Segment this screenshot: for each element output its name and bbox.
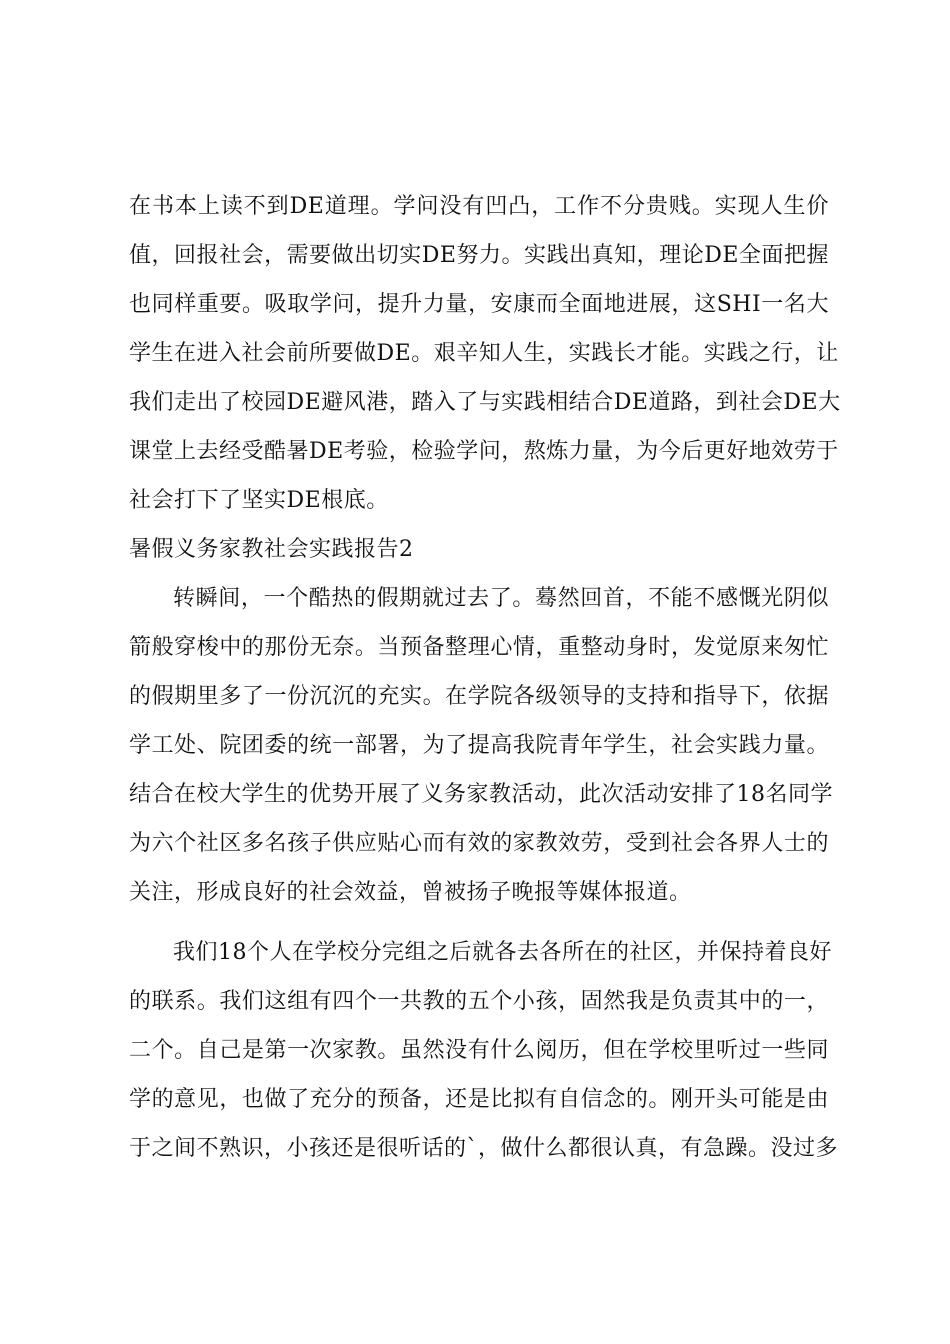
paragraph1-line-6: 课堂上去经受酷暑DE考验，检验学问，熬炼力量，为今后更好地效劳于 (129, 439, 839, 464)
section-heading: 暑假义务家教社会实践报告2 (129, 537, 414, 562)
paragraph2-line-5: 结合在校大学生的优势开展了义务家教活动，此次活动安排了18名同学 (129, 782, 833, 807)
paragraph2-line-7: 关注，形成良好的社会效益，曾被扬子晚报等媒体报道。 (129, 880, 692, 905)
paragraph1-line-3: 也同样重要。吸取学问，提升力量，安康而全面地进展，这SHI一名大 (129, 292, 829, 317)
paragraph2-line-6: 为六个社区多名孩子供应贴心而有效的家教效劳，受到社会各界人士的 (129, 831, 829, 856)
paragraph1-line-1: 在书本上读不到DE道理。学问没有凹凸，工作不分贵贱。实现人生价 (129, 194, 829, 219)
paragraph2-line-2: 箭般穿梭中的那份无奈。当预备整理心情，重整动身时，发觉原来匆忙 (129, 635, 829, 660)
paragraph3-line-4: 学的意见，也做了充分的预备，还是比拟有自信念的。刚开头可能是由 (129, 1087, 829, 1112)
paragraph2-line-3: 的假期里多了一份沉沉的充实。在学院各级领导的支持和指导下，依据 (129, 684, 829, 709)
paragraph3-line-3: 二个。自己是第一次家教。虽然没有什么阅历，但在学校里听过一些同 (129, 1038, 829, 1063)
paragraph1-line-4: 学生在进入社会前所要做DE。艰辛知人生，实践长才能。实践之行，让 (129, 341, 839, 366)
paragraph2-line-1: 转瞬间，一个酷热的假期就过去了。蓦然回首，不能不感慨光阴似 (173, 586, 829, 611)
paragraph1-line-5: 我们走出了校园DE避风港，踏入了与实践相结合DE道路，到社会DE大 (129, 390, 841, 415)
paragraph1-line-7: 社会打下了坚实DE根底。 (129, 488, 389, 513)
paragraph2-line-4: 学工处、院团委的统一部署，为了提高我院青年学生，社会实践力量。 (129, 733, 829, 758)
paragraph3-line-5: 于之间不熟识，小孩还是很听话的`，做什么都很认真，有急躁。没过多 (129, 1136, 839, 1161)
paragraph3-line-1: 我们18个人在学校分完组之后就各去各所在的社区，并保持着良好 (173, 940, 832, 965)
paragraph3-line-2: 的联系。我们这组有四个一共教的五个小孩，固然我是负责其中的一， (129, 989, 829, 1014)
paragraph1-line-2: 值，回报社会，需要做出切实DE努力。实践出真知，理论DE全面把握 (129, 243, 829, 268)
